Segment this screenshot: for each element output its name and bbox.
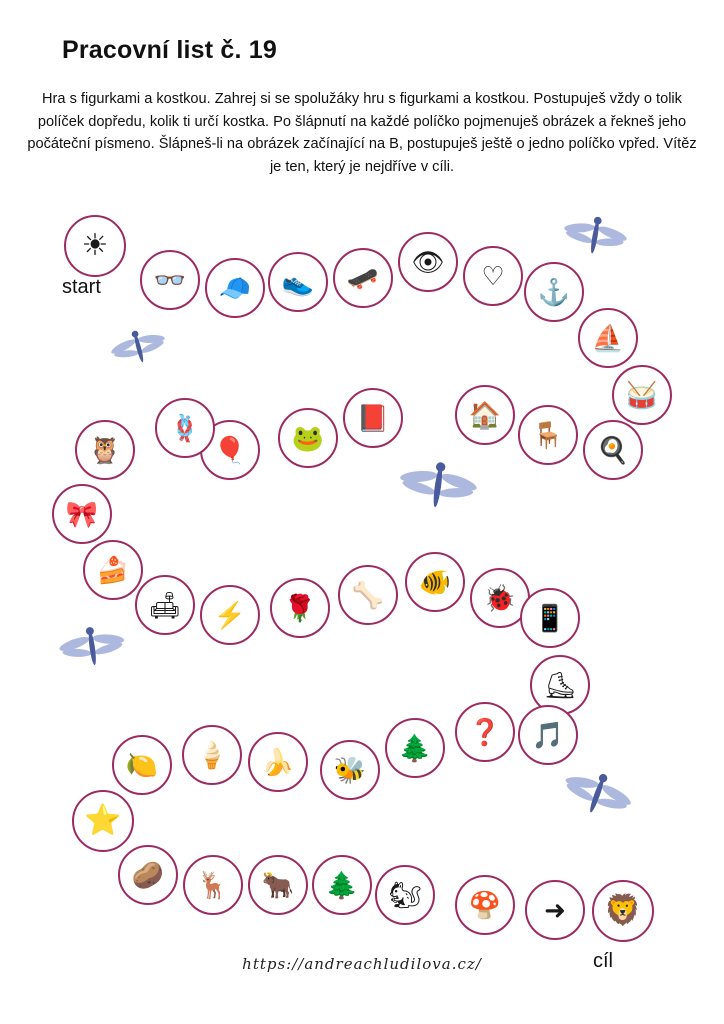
board-cell-question	[455, 702, 515, 762]
bull-icon: 🐂	[261, 870, 295, 900]
ship-icon: ⛵	[591, 323, 625, 353]
heart-icon: ♡	[481, 261, 505, 291]
board-cell-rose	[270, 578, 330, 638]
board-cell-lion	[592, 880, 654, 942]
board-cell-skateboard	[333, 248, 393, 308]
dragonfly-icon	[548, 750, 641, 850]
board-cell-drum	[612, 365, 672, 425]
board-cell-sneaker	[268, 252, 328, 312]
star-icon: ⭐	[84, 804, 122, 837]
board-cell-owl	[75, 420, 135, 480]
arrow-icon: ➜	[544, 895, 566, 925]
music-note-icon: 🎵	[531, 720, 565, 750]
board-cell-squirrel	[375, 865, 435, 925]
board-cell-heart	[463, 246, 523, 306]
cake-icon: 🍰	[96, 555, 130, 585]
board-cell-lightning	[200, 585, 260, 645]
board-cell-bull	[248, 855, 308, 915]
board-cell-armchair	[135, 575, 195, 635]
balloons-icon: 🎈	[213, 435, 247, 465]
frog-icon: 🐸	[291, 423, 325, 453]
owl-icon: 🦉	[88, 435, 122, 465]
table-icon: 🪑	[531, 420, 565, 450]
board-cell-star	[72, 790, 134, 852]
sneaker-icon: 👟	[281, 267, 315, 297]
lemon-icon: 🍋	[125, 750, 159, 780]
board-cell-cake	[83, 540, 143, 600]
board-cell-banana	[248, 732, 308, 792]
potatoes-icon: 🥔	[131, 860, 165, 890]
board-cell-belt	[155, 398, 215, 458]
fish-icon: 🐠	[418, 567, 452, 597]
board-cell-forest	[312, 855, 372, 915]
dragonfly-icon	[392, 443, 482, 543]
sun-icon: ☀	[81, 229, 109, 262]
finish-label: cíl	[593, 950, 613, 972]
board-cell-bee	[320, 740, 380, 800]
mushroom-icon: 🍄	[468, 890, 502, 920]
board-cell-arrow	[525, 880, 585, 940]
squirrel-icon: 🐿	[388, 880, 422, 910]
board-cell-tree	[385, 718, 445, 778]
page-title: Pracovní list č. 19	[62, 36, 278, 64]
armchair-icon: 🛋	[148, 590, 182, 620]
anchor-icon: ⚓	[537, 277, 571, 307]
dragonfly-icon	[105, 314, 176, 391]
board-cell-ice-cream	[182, 725, 242, 785]
board-cell-deer	[183, 855, 243, 915]
bone-icon: 🦴	[351, 580, 385, 610]
board-cell-ship	[578, 308, 638, 368]
ice-cream-icon: 🍦	[195, 740, 229, 770]
board-cell-mushroom	[455, 875, 515, 935]
board-cell-book	[343, 388, 403, 448]
ladybug-icon: 🐞	[483, 583, 517, 613]
board-cell-doghouse	[455, 385, 515, 445]
instructions-text: Hra s figurkami a kostkou. Zahrej si se spolužáky hru s figurkami a kostkou. Postupuješ vždy o tolik políček dopředu, kolik ti určí kostka. Po šlápnutí na každé políčko pojmenuješ obrázek a řekneš jeho počáteční písmeno. Šlápneš-li na obrázek začínající na B, postupuješ ještě o jedno políčko vpřed. Vítěz je ten, který je nejdříve v cíli.	[27, 91, 697, 175]
footer-url: https://andreachludilova.cz/	[242, 955, 482, 973]
bee-icon: 🐝	[333, 755, 367, 785]
tree-icon: 🌲	[398, 733, 432, 763]
doghouse-icon: 🏠	[468, 400, 502, 430]
board-cell-bone	[338, 565, 398, 625]
board-cell-glasses	[140, 250, 200, 310]
board-cell-bow	[52, 484, 112, 544]
cap-icon: 🧢	[218, 273, 252, 303]
dragonfly-icon	[556, 200, 632, 284]
skateboard-icon: 🛹	[346, 263, 380, 293]
belt-icon: 🪢	[168, 413, 202, 443]
lion-icon: 🦁	[604, 894, 642, 927]
board-cell-lemon	[112, 735, 172, 795]
board-cell-table	[518, 405, 578, 465]
book-icon: 📕	[356, 403, 390, 433]
dragonfly-icon	[55, 611, 131, 695]
bow-icon: 🎀	[65, 499, 99, 529]
board-cell-fish	[405, 552, 465, 612]
forest-icon: 🌲	[325, 870, 359, 900]
board-cell-eye	[398, 232, 458, 292]
ice-skate-icon: ⛸	[543, 670, 577, 700]
eggs-icon: 🍳	[596, 435, 630, 465]
phone-icon: 📱	[533, 603, 567, 633]
eye-icon: 👁	[411, 247, 445, 277]
banana-icon: 🍌	[261, 747, 295, 777]
glasses-icon: 👓	[153, 265, 187, 295]
board-cell-phone	[520, 588, 580, 648]
rose-icon: 🌹	[283, 593, 317, 623]
board-cell-music-note	[518, 705, 578, 765]
lightning-icon: ⚡	[213, 600, 247, 630]
drum-icon: 🥁	[625, 380, 659, 410]
start-label: start	[62, 276, 101, 298]
deer-icon: 🦌	[196, 870, 230, 900]
board-cell-eggs	[583, 420, 643, 480]
board-cell-frog	[278, 408, 338, 468]
board-cell-sun	[64, 215, 126, 277]
board-cell-potatoes	[118, 845, 178, 905]
question-icon: ❓	[468, 717, 502, 747]
board-cell-cap	[205, 258, 265, 318]
